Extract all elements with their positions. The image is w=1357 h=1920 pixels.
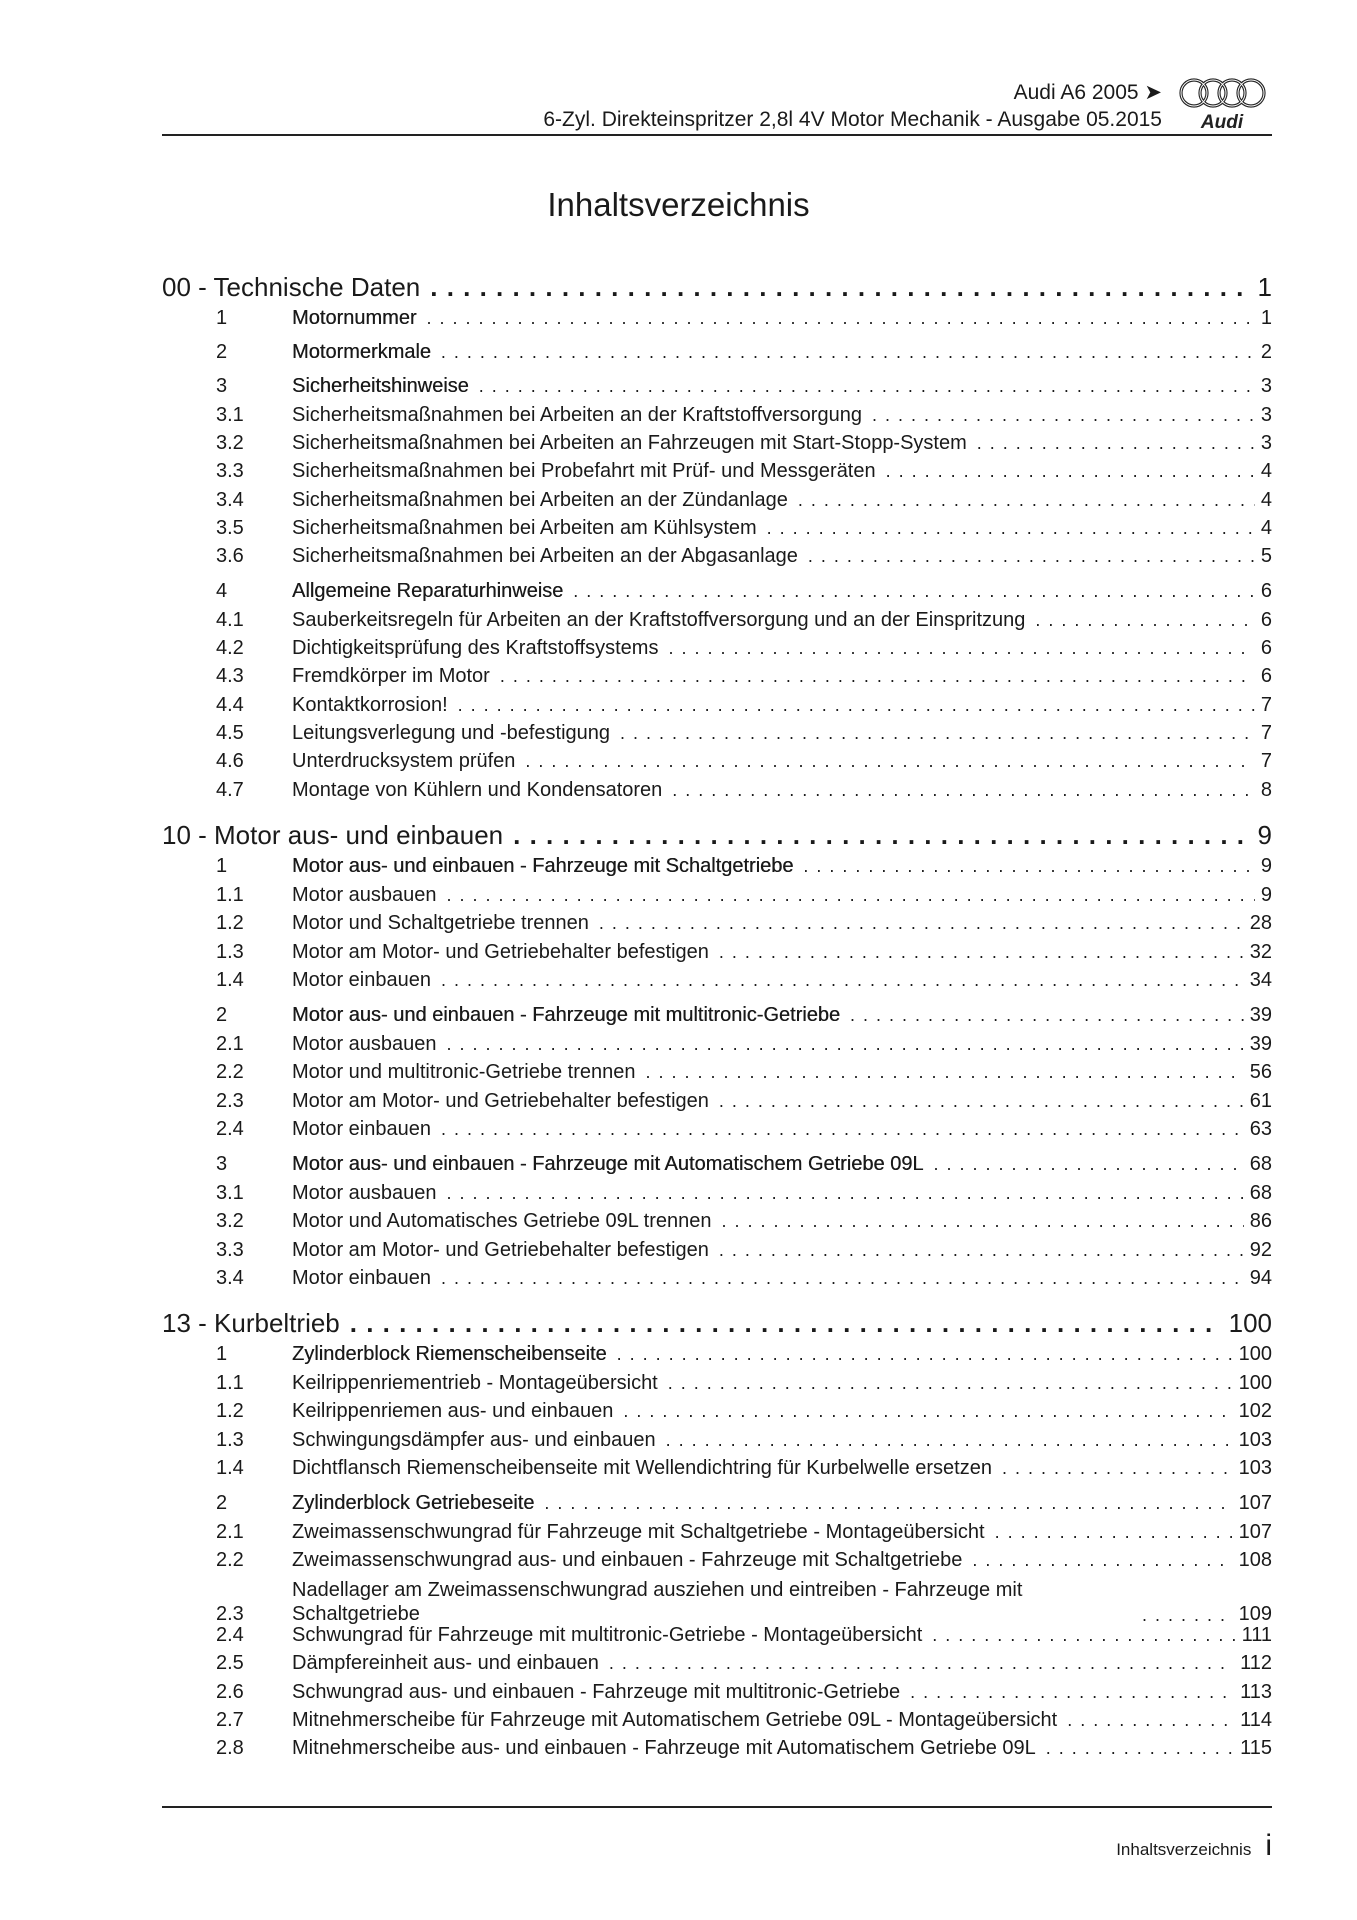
toc-label: Sauberkeitsregeln für Arbeiten an der Kraftstoffversorgung und an der Einspritzung [292,609,1026,631]
toc-page-number: 1 [1257,272,1272,302]
toc-page-number: 68 [1249,1153,1272,1175]
toc-leader-dots [646,1062,1244,1083]
toc-label: Unterdrucksystem prüfen [292,750,516,772]
toc-number: 1.2 [216,1400,244,1422]
toc-page-number: 1 [1260,307,1272,329]
toc-subsection[interactable] [216,884,1272,907]
toc-label: Kontaktkorrosion! [292,694,448,716]
toc-number: 3.4 [216,489,244,511]
toc-number: 4.2 [216,637,244,659]
toc-page-number: 9 [1260,855,1272,877]
toc-page-number: 68 [1249,1182,1272,1204]
toc-number: 2.1 [216,1521,244,1543]
toc-leader-dots [719,1240,1244,1261]
toc-page-number: 9 [1257,820,1272,850]
toc-page-number: 103 [1238,1429,1272,1451]
toc-page-number: 114 [1240,1709,1272,1731]
toc-section[interactable] [216,1343,1272,1366]
toc-label: Dichtigkeitsprüfung des Kraftstoffsystems [292,637,659,659]
toc-leader-dots [426,308,1254,329]
toc-page-number: 3 [1260,375,1272,397]
toc-number: 2.2 [216,1061,244,1083]
toc-number: 2 [216,341,228,363]
toc-leader-dots [672,780,1255,801]
toc-section[interactable] [216,1153,1272,1176]
toc-leader-dots [1035,610,1254,631]
toc-subsection[interactable] [216,750,1272,773]
toc-label: Schwungrad aus- und einbauen - Fahrzeuge mit multitronic-Getriebe [292,1681,901,1703]
toc-subsection[interactable] [216,609,1272,632]
toc-page-number: 3 [1260,404,1272,426]
toc-number: 4.7 [216,779,244,801]
footer-label: Inhaltsverzeichnis [1116,1840,1252,1859]
toc-page-number: 4 [1260,489,1272,511]
toc-number: 4 [216,580,228,602]
toc-page-number: 7 [1260,722,1272,744]
toc-leader-dots [1142,1605,1233,1626]
toc-page-number: 4 [1260,460,1272,482]
toc-page-number: 86 [1249,1210,1272,1232]
page-title: Inhaltsverzeichnis [547,186,810,223]
toc-number: 2.7 [216,1709,244,1731]
toc-leader-dots [886,461,1255,482]
toc-leader-dots [1067,1710,1234,1731]
toc-label: Sicherheitsmaßnahmen bei Arbeiten am Kühlsystem [292,517,757,539]
toc-page-number: 113 [1240,1681,1272,1703]
toc-leader-dots [513,820,1251,851]
toc-leader-dots [441,1268,1244,1289]
toc-leader-dots [623,1401,1232,1422]
toc-page-number: 107 [1238,1521,1272,1543]
toc-page-number: 4 [1260,517,1272,539]
toc-label: Zylinderblock Getriebeseite [292,1492,535,1514]
toc-subsection[interactable] [216,1267,1272,1290]
toc-page-number: 2 [1260,341,1272,363]
toc-label: Motor aus- und einbauen - Fahrzeuge mit Schaltgetriebe [292,855,794,877]
toc-subsection[interactable] [216,1578,1272,1626]
toc-leader-dots [544,1493,1232,1514]
toc-page-number: 6 [1260,580,1272,602]
toc-leader-dots [447,885,1255,906]
toc-subsection[interactable] [216,1521,1272,1544]
toc-label: Zweimassenschwungrad aus- und einbauen - Fahrzeuge mit Schaltgetriebe [292,1549,963,1571]
toc-label: Motor einbauen [292,969,431,991]
toc-leader-dots [719,942,1244,963]
toc-label: Schwingungsdämpfer aus- und einbauen [292,1429,656,1451]
toc-subsection[interactable] [216,1118,1272,1141]
toc-page-number: 39 [1249,1004,1272,1026]
toc-number: 2.4 [216,1624,244,1646]
toc-leader-dots [977,433,1255,454]
toc-number: 1.1 [216,884,244,906]
toc-leader-dots [850,1005,1244,1026]
toc-number: 4.5 [216,722,244,744]
toc-subsection[interactable] [216,1737,1272,1760]
toc-subsection[interactable] [216,1239,1272,1262]
toc-label: Zylinderblock Riemenscheibenseite [292,1343,607,1365]
toc-number: 3.1 [216,404,244,426]
toc-subsection[interactable] [216,969,1272,992]
toc-leader-dots [430,272,1251,303]
toc-leader-dots [668,1373,1233,1394]
page-number: i [1265,1829,1272,1862]
toc-page-number: 39 [1249,1033,1272,1055]
toc-number: 1.4 [216,1457,244,1479]
toc-section[interactable] [216,580,1272,603]
toc-chapter[interactable] [162,820,1272,851]
toc-subsection[interactable] [216,460,1272,483]
toc-number: 2 [216,1492,228,1514]
toc-number: 2.3 [216,1090,244,1112]
toc-leader-dots [458,695,1255,716]
toc-number: 1.3 [216,941,244,963]
toc-label: Motor und multitronic-Getriebe trennen [292,1061,636,1083]
toc-label: Mitnehmerscheibe für Fahrzeuge mit Automatischem Getriebe 09L - Montageübersicht [292,1709,1058,1731]
toc-number: 2.6 [216,1681,244,1703]
toc-subsection[interactable] [216,779,1272,802]
toc-leader-dots [668,638,1254,659]
toc-subsection[interactable] [216,1652,1272,1675]
toc-number: 1.3 [216,1429,244,1451]
toc-page-number: 9 [1260,884,1272,906]
toc-page-number: 3 [1260,432,1272,454]
toc-leader-dots [447,1034,1244,1055]
toc-page-number: 115 [1240,1737,1272,1759]
toc-number: 4.1 [216,609,244,631]
toc-page-number: 100 [1238,1372,1272,1394]
toc-label: Motor einbauen [292,1118,431,1140]
toc-leader-dots [803,856,1254,877]
toc-leader-dots [932,1625,1235,1646]
toc-page-number: 7 [1260,694,1272,716]
toc-page-number: 107 [1238,1492,1272,1514]
toc-subsection[interactable] [216,1210,1272,1233]
toc-page-number: 103 [1238,1457,1272,1479]
toc-page-number: 102 [1238,1400,1272,1422]
toc-leader-dots [910,1682,1234,1703]
toc-label: Motor ausbauen [292,884,437,906]
toc-page-number: 7 [1260,750,1272,772]
toc-label: Sicherheitshinweise [292,375,469,397]
toc-section[interactable] [216,341,1272,364]
toc-subsection[interactable] [216,1457,1272,1480]
footer-divider [162,1806,1272,1808]
toc-label: Allgemeine Reparaturhinweise [292,580,564,602]
toc-page-number: 61 [1249,1090,1272,1112]
toc-subsection[interactable] [216,489,1272,512]
toc-label: Motor aus- und einbauen - Fahrzeuge mit multitronic-Getriebe [292,1004,841,1026]
toc-page-number: 108 [1238,1549,1272,1571]
toc-subsection[interactable] [216,665,1272,688]
toc-page-number: 32 [1249,941,1272,963]
toc-page-number: 100 [1228,1308,1272,1338]
toc-chapter[interactable] [162,1308,1272,1339]
toc-number: 3.1 [216,1182,244,1204]
toc-number: 1 [216,1343,228,1365]
toc-label: Dämpfereinheit aus- und einbauen [292,1652,599,1674]
toc-label: Schwungrad für Fahrzeuge mit multitronic-Getriebe - Montageübersicht [292,1624,923,1646]
toc-leader-dots [722,1211,1244,1232]
toc-leader-dots [933,1154,1243,1175]
toc-label: Motor ausbauen [292,1033,437,1055]
toc-subsection[interactable] [216,912,1272,935]
toc-label: Motormerkmale [292,341,431,363]
toc-number: 4.6 [216,750,244,772]
toc-subsection[interactable] [216,694,1272,717]
toc-page-number: 8 [1260,779,1272,801]
toc-number: 4.4 [216,694,244,716]
toc-subsection[interactable] [216,637,1272,660]
toc-label: Motor ausbauen [292,1182,437,1204]
toc-number: 3.2 [216,432,244,454]
toc-leader-dots [972,1550,1232,1571]
toc-page-number: 56 [1249,1061,1272,1083]
toc-number: 3 [216,375,228,397]
toc-label: Nadellager am Zweimassenschwungrad ausziehen und eintreiben - Fahrzeuge mit Schaltgetriebe [292,1579,1023,1625]
toc-subsection[interactable] [216,1549,1272,1572]
toc-label: 00 - Technische Daten [162,272,421,302]
toc-label: Fremdkörper im Motor [292,665,490,687]
toc-leader-dots [525,751,1254,772]
toc-number: 3.5 [216,517,244,539]
toc-section[interactable] [216,1492,1272,1515]
toc-leader-dots [500,666,1255,687]
toc-page-number: 109 [1238,1603,1272,1625]
toc-number: 1 [216,307,228,329]
toc-number: 2.2 [216,1549,244,1571]
toc-label: Sicherheitsmaßnahmen bei Arbeiten an der Kraftstoffversorgung [292,404,862,426]
toc-leader-dots [441,342,1255,363]
toc-number: 4.3 [216,665,244,687]
toc-number: 1.4 [216,969,244,991]
toc-number: 1.1 [216,1372,244,1394]
toc-page-number: 6 [1260,637,1272,659]
toc-leader-dots [599,913,1244,934]
toc-page-number: 100 [1238,1343,1272,1365]
toc-number: 3.3 [216,460,244,482]
toc-label: 10 - Motor aus- und einbauen [162,820,504,850]
toc-label: Sicherheitsmaßnahmen bei Arbeiten an der Zündanlage [292,489,788,511]
toc-subsection[interactable] [216,1061,1272,1084]
toc-section[interactable] [216,1004,1272,1027]
toc-number: 2.1 [216,1033,244,1055]
toc-page-number: 112 [1240,1652,1272,1674]
toc-subsection[interactable] [216,1400,1272,1423]
toc-page-number: 6 [1260,609,1272,631]
toc-label: Motor und Schaltgetriebe trennen [292,912,589,934]
toc-label: Motor am Motor- und Getriebehalter befestigen [292,1239,709,1261]
manual-subtitle: 6-Zyl. Direkteinspritzer 2,8l 4V Motor Mechanik - Ausgabe 05.2015 [543,108,1162,131]
toc-page-number: 34 [1249,969,1272,991]
toc-label: Montage von Kühlern und Kondensatoren [292,779,663,801]
vehicle-model: Audi A6 2005 ➤ [1013,81,1162,104]
toc-number: 3.2 [216,1210,244,1232]
toc-label: Dichtflansch Riemenscheibenseite mit Wellendichtring für Kurbelwelle ersetzen [292,1457,992,1479]
toc-page-number: 94 [1249,1267,1272,1289]
toc-label: Motor aus- und einbauen - Fahrzeuge mit Automatischem Getriebe 09L [292,1153,924,1175]
toc-label: 13 - Kurbeltrieb [162,1308,340,1338]
toc-number: 2.4 [216,1118,244,1140]
toc-label: Motornummer [292,307,417,329]
toc-label: Leitungsverlegung und -befestigung [292,722,611,744]
toc-page-number: 63 [1249,1118,1272,1140]
toc-subsection[interactable] [216,1709,1272,1732]
toc-subsection[interactable] [216,432,1272,455]
toc-leader-dots [441,970,1244,991]
toc-leader-dots [620,723,1255,744]
toc-label: Motor am Motor- und Getriebehalter befestigen [292,1090,709,1112]
toc-leader-dots [1002,1458,1233,1479]
toc-subsection[interactable] [216,404,1272,427]
toc-subsection[interactable] [216,722,1272,745]
toc-leader-dots [573,581,1255,602]
toc-label: Motor und Automatisches Getriebe 09L trennen [292,1210,712,1232]
toc-label: Sicherheitsmaßnahmen bei Arbeiten an der Abgasanlage [292,545,798,567]
toc-leader-dots [719,1091,1244,1112]
toc-leader-dots [798,490,1255,511]
toc-page-number: 6 [1260,665,1272,687]
toc-subsection[interactable] [216,1372,1272,1395]
toc-label: Zweimassenschwungrad für Fahrzeuge mit Schaltgetriebe - Montageübersicht [292,1521,985,1543]
toc-number: 3.6 [216,545,244,567]
toc-page-number: 92 [1249,1239,1272,1261]
toc-page-number: 111 [1241,1624,1272,1646]
toc-section[interactable] [216,307,1272,330]
toc-subsection[interactable] [216,517,1272,540]
toc-number: 3.3 [216,1239,244,1261]
toc-leader-dots [872,405,1255,426]
toc-leader-dots [1046,1738,1234,1759]
toc-subsection[interactable] [216,1429,1272,1452]
toc-subsection[interactable] [216,1090,1272,1113]
toc-number: 2.8 [216,1737,244,1759]
toc-section[interactable] [216,855,1272,878]
toc-number: 3.4 [216,1267,244,1289]
toc-subsection[interactable] [216,545,1272,568]
toc-section[interactable] [216,375,1272,398]
toc-label: Motor einbauen [292,1267,431,1289]
toc-leader-dots [447,1183,1244,1204]
toc-leader-dots [479,376,1255,397]
toc-label: Motor am Motor- und Getriebehalter befestigen [292,941,709,963]
toc-number: 2.5 [216,1652,244,1674]
toc-page-number: 28 [1249,912,1272,934]
toc-leader-dots [609,1653,1234,1674]
audi-logo-text: Audi [1200,112,1244,133]
toc-chapter[interactable] [162,272,1272,303]
toc-label: Sicherheitsmaßnahmen bei Probefahrt mit Prüf- und Messgeräten [292,460,876,482]
toc-label: Sicherheitsmaßnahmen bei Arbeiten an Fahrzeugen mit Start-Stopp-System [292,432,967,454]
toc-number: 2 [216,1004,228,1026]
toc-number: 1 [216,855,228,877]
toc-label: Keilrippenriemen aus- und einbauen [292,1400,614,1422]
toc-number: 1.2 [216,912,244,934]
toc-subsection[interactable] [216,1182,1272,1205]
toc-number: 3 [216,1153,228,1175]
toc-number: 2.3 [216,1603,244,1625]
toc-leader-dots [808,546,1255,567]
toc-subsection[interactable] [216,941,1272,964]
toc-page-number: 5 [1260,545,1272,567]
toc-leader-dots [441,1119,1244,1140]
toc-leader-dots [617,1344,1233,1365]
toc-subsection[interactable] [216,1681,1272,1704]
toc-label: Keilrippenriementrieb - Montageübersicht [292,1372,658,1394]
toc-leader-dots [350,1308,1223,1339]
toc-leader-dots [767,518,1255,539]
page-footer [1116,1829,1272,1863]
toc-subsection[interactable] [216,1033,1272,1056]
toc-leader-dots [666,1430,1233,1451]
toc-label: Mitnehmerscheibe aus- und einbauen - Fahrzeuge mit Automatischem Getriebe 09L [292,1737,1036,1759]
toc-leader-dots [995,1522,1233,1543]
toc-subsection[interactable] [216,1624,1272,1647]
